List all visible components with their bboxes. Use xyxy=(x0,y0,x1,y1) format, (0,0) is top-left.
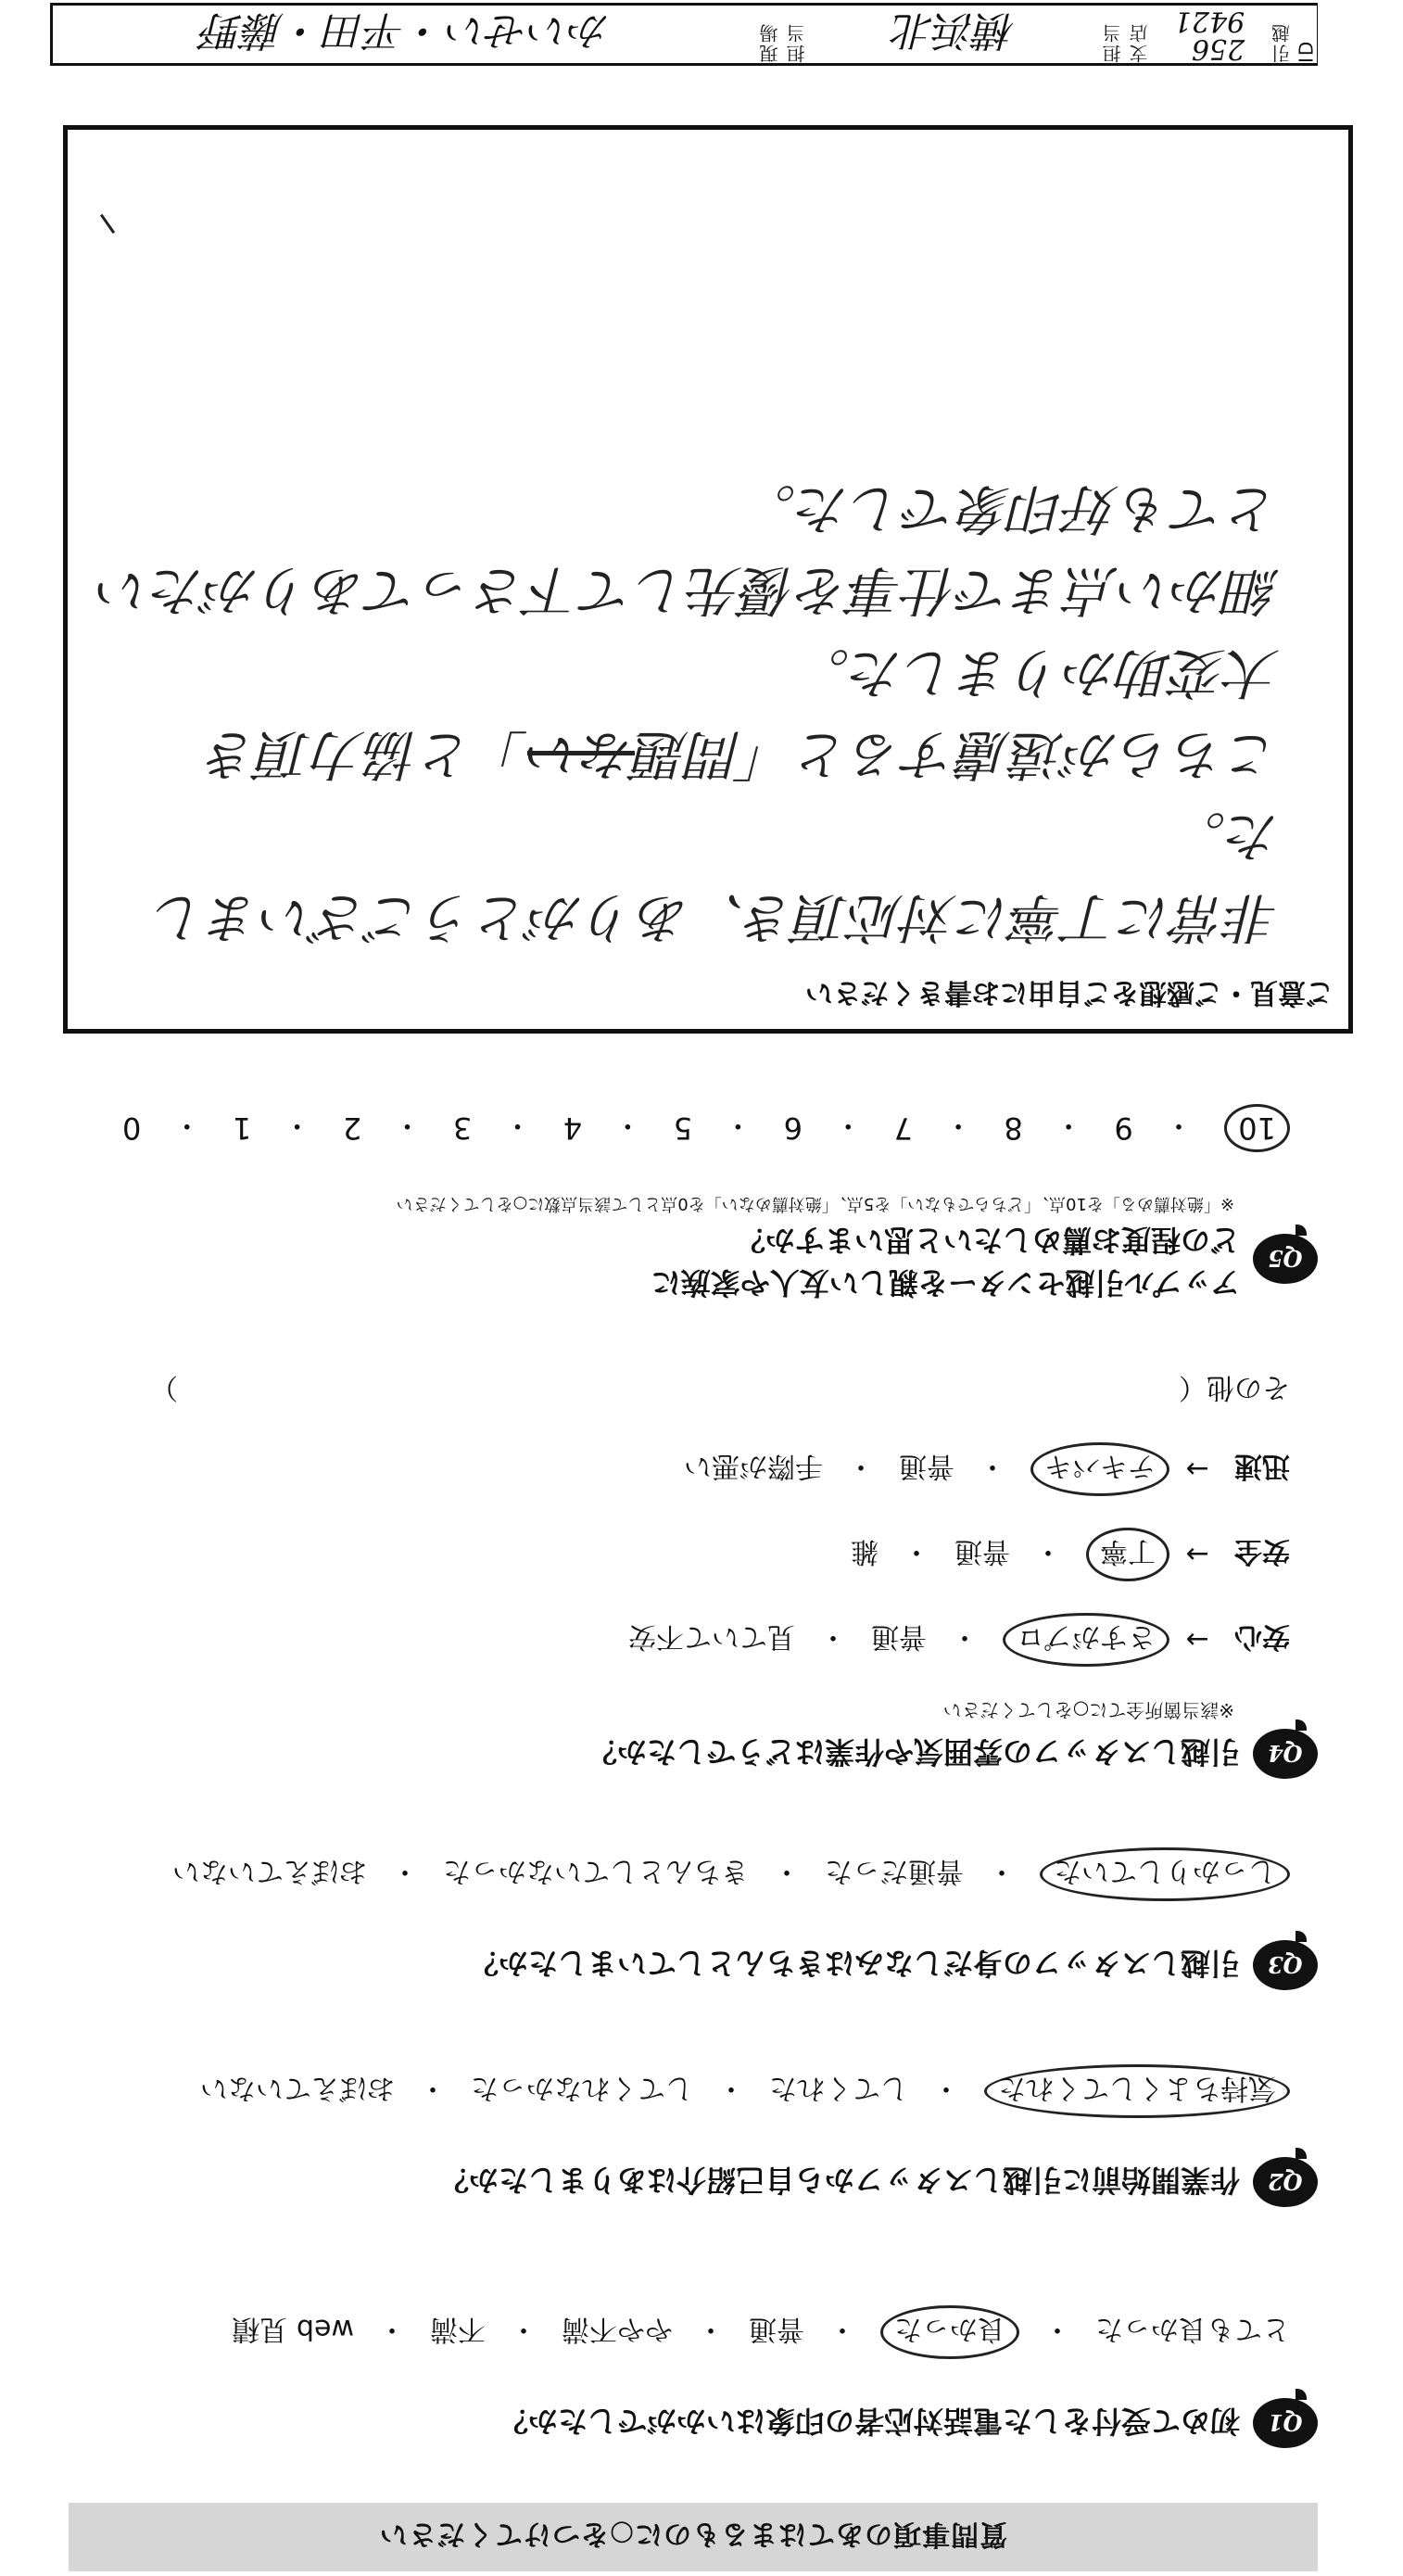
q4-badge: Q4 xyxy=(1253,1729,1318,1779)
struck-text: ない xyxy=(526,722,635,786)
q2-badge: Q2 xyxy=(1253,2157,1318,2207)
footer-id-value-line1: 256 xyxy=(1191,32,1245,65)
q5-score-0[interactable]: 0 xyxy=(122,1110,142,1146)
comment-line-5: とても好印象でした。 xyxy=(741,477,1280,541)
arrow-right-icon: → xyxy=(1185,1453,1209,1486)
q5-score-4[interactable]: 4 xyxy=(562,1110,583,1146)
q4-anzen-option-1-selected[interactable]: 丁寧 xyxy=(1086,1528,1169,1581)
footer-branch-label: 担当支店 xyxy=(1099,6,1153,63)
q4-jinsoku-option-3[interactable]: 手際が悪い xyxy=(684,1450,823,1482)
q4-anzen-option-2[interactable]: 普通 xyxy=(954,1535,1010,1567)
q2-text: 作業開始前に引越しスタッフから自己紹介はありましたか？ xyxy=(438,2163,1240,2198)
footer-branch-label-cell xyxy=(1102,6,1151,63)
q3-option-3[interactable]: きちんとしていなかった xyxy=(443,1855,749,1887)
q2-option-1-selected[interactable]: 気持ちよくしてくれた xyxy=(984,2064,1290,2118)
q1-option-6[interactable]: web 見積 xyxy=(232,2313,354,2345)
question-q4 xyxy=(57,1370,1318,1779)
q5-score-9[interactable]: 9 xyxy=(1114,1110,1133,1146)
q5-score-8[interactable]: 8 xyxy=(1004,1110,1023,1146)
question-q5 xyxy=(57,1104,1318,1306)
footer-id-label: 引越ID xyxy=(1269,6,1318,63)
comment-line-4: 細かい点まで仕事を優先して下さってありがたい xyxy=(96,559,1280,623)
q4-row-label: 安心 xyxy=(1234,1620,1290,1653)
q4-anshin-option-2[interactable]: 普通 xyxy=(871,1620,927,1653)
q5-score-2[interactable]: 2 xyxy=(342,1110,362,1146)
question-q2 xyxy=(57,2064,1318,2207)
comments-title: ご意見・ご感想をご自由にお書きください xyxy=(805,976,1333,1009)
q5-badge: Q5 xyxy=(1253,1234,1318,1284)
q4-row-anzen: 安全 → 丁寧 ・ 普通 ・ 雑 xyxy=(57,1528,1290,1581)
q4-row-anshin: 安心 → さすがプロ ・ 普通 ・ 見ていて不安 xyxy=(57,1613,1290,1667)
q1-option-3[interactable]: 普通 xyxy=(749,2313,804,2345)
q3-options: しっかりしていた ・ 普通だった ・ きちんとしていなかった ・ おぼえていない xyxy=(57,1847,1290,1901)
q3-option-2[interactable]: 普通だった xyxy=(825,1855,964,1887)
q4-note: ※該当箇所全てに○をしてください xyxy=(942,1699,1234,1721)
footer-branch-value-cell xyxy=(805,6,1102,63)
q2-option-4[interactable]: おぼえていない xyxy=(200,2072,395,2104)
q4-jinsoku-option-1-selected[interactable]: テキパキ xyxy=(1030,1442,1169,1496)
q5-score-5[interactable]: 5 xyxy=(673,1110,693,1146)
q4-jinsoku-option-2[interactable]: 普通 xyxy=(899,1450,954,1482)
q5-score-6[interactable]: 6 xyxy=(783,1110,803,1146)
arrow-right-icon: → xyxy=(1185,1538,1209,1571)
q5-text-line1: アップル引越センターを親しい友人や家族に xyxy=(651,1265,1240,1301)
q4-row-label: 安全 xyxy=(1234,1535,1290,1567)
q1-options: とても良かった ・ 良かった ・ 普通 ・ やや不満 ・ 不満 ・ web 見積 xyxy=(57,2305,1290,2359)
arrow-right-icon: → xyxy=(1185,1623,1209,1656)
q5-note: ※「絶対薦める」を10点、「どちらでもない」を5点、「絶対薦めない」を0点として該当点数に○をしてください xyxy=(396,1194,1234,1213)
q5-score-10-selected[interactable]: 10 xyxy=(1224,1104,1290,1152)
q4-row-label: 迅速 xyxy=(1234,1450,1290,1482)
comment-line-1: 非常に丁寧に対応頂き、ありがとうございました。 xyxy=(153,804,1280,949)
q4-text: 引越しスタッフの雰囲気や作業はどうでしたか？ xyxy=(587,1734,1240,1770)
q4-other-label: その他 xyxy=(1207,1371,1290,1403)
q4-row-jinsoku: 迅速 → テキパキ ・ 普通 ・ 手際が悪い xyxy=(57,1442,1290,1496)
comment-line-2: こちらが遠慮すると「問題ない」と協力頂き xyxy=(204,722,1280,786)
q1-option-4[interactable]: やや不満 xyxy=(562,2313,673,2345)
comments-handwriting xyxy=(68,468,1348,958)
q1-badge: Q1 xyxy=(1253,2398,1318,2448)
q2-option-3[interactable]: してくれなかった xyxy=(471,2072,693,2104)
q1-option-1[interactable]: とても良かった xyxy=(1095,2313,1290,2345)
footer-id-value-line2: 9421 xyxy=(1173,5,1245,37)
q1-text: 初めて受付をした電話対応者の印象はいかがでしたか？ xyxy=(498,2404,1240,2439)
q2-option-2[interactable]: してくれた xyxy=(769,2072,908,2104)
question-q3 xyxy=(57,1847,1318,1990)
pen-mark-icon xyxy=(88,214,115,243)
q5-text-line2: どの程度お薦めしたいと思いますか？ xyxy=(735,1223,1240,1258)
comment-line-3: 大変助かりました。 xyxy=(795,641,1280,704)
comments-box[interactable] xyxy=(63,125,1353,1034)
footer-id-value-cell xyxy=(1148,6,1269,63)
q3-option-4[interactable]: おぼえていない xyxy=(172,1855,367,1887)
q4-anshin-option-3[interactable]: 見ていて不安 xyxy=(628,1620,795,1653)
footer-leader-label-cell xyxy=(759,6,808,63)
q2-options: 気持ちよくしてくれた ・ してくれた ・ してくれなかった ・ おぼえていない xyxy=(57,2064,1290,2118)
footer-leader-label: 現場担当 xyxy=(756,6,810,63)
q4-other-open-paren: （ xyxy=(1179,1371,1207,1403)
question-q1 xyxy=(57,2305,1318,2448)
footer-leader-value: かいせい・平田・藤野 xyxy=(202,6,610,54)
q5-scale: 10 ・ 9 ・ 8 ・ 7 ・ 6 ・ 5 ・ 4 ・ 3 ・ 2 ・ 1 ・ 0 xyxy=(122,1104,1290,1152)
instruction-banner: 質問事項のあてはまるものに○をつけてください xyxy=(69,2503,1318,2571)
q3-badge: Q3 xyxy=(1253,1940,1318,1990)
q3-text: 引越しスタッフの身だしなみはきちんとしていましたか？ xyxy=(468,1946,1240,1981)
footer-table xyxy=(50,3,1318,66)
footer-leader-value-cell xyxy=(53,6,759,63)
q3-option-1-selected[interactable]: しっかりしていた xyxy=(1040,1847,1290,1901)
q4-anshin-option-1-selected[interactable]: さすがプロ xyxy=(1003,1613,1169,1667)
q5-score-1[interactable]: 1 xyxy=(232,1110,252,1146)
footer-id-label-cell xyxy=(1269,6,1318,63)
q4-anzen-option-3[interactable]: 雑 xyxy=(851,1535,878,1567)
footer-branch-value: 横浜北 xyxy=(893,6,1016,54)
q1-option-2-selected[interactable]: 良かった xyxy=(880,2305,1019,2359)
q1-option-5[interactable]: 不満 xyxy=(430,2313,486,2345)
q4-other-row xyxy=(57,1370,1290,1411)
q5-score-7[interactable]: 7 xyxy=(893,1110,913,1146)
q5-score-3[interactable]: 3 xyxy=(452,1110,473,1146)
q4-other-close-paren: ） xyxy=(150,1371,178,1403)
